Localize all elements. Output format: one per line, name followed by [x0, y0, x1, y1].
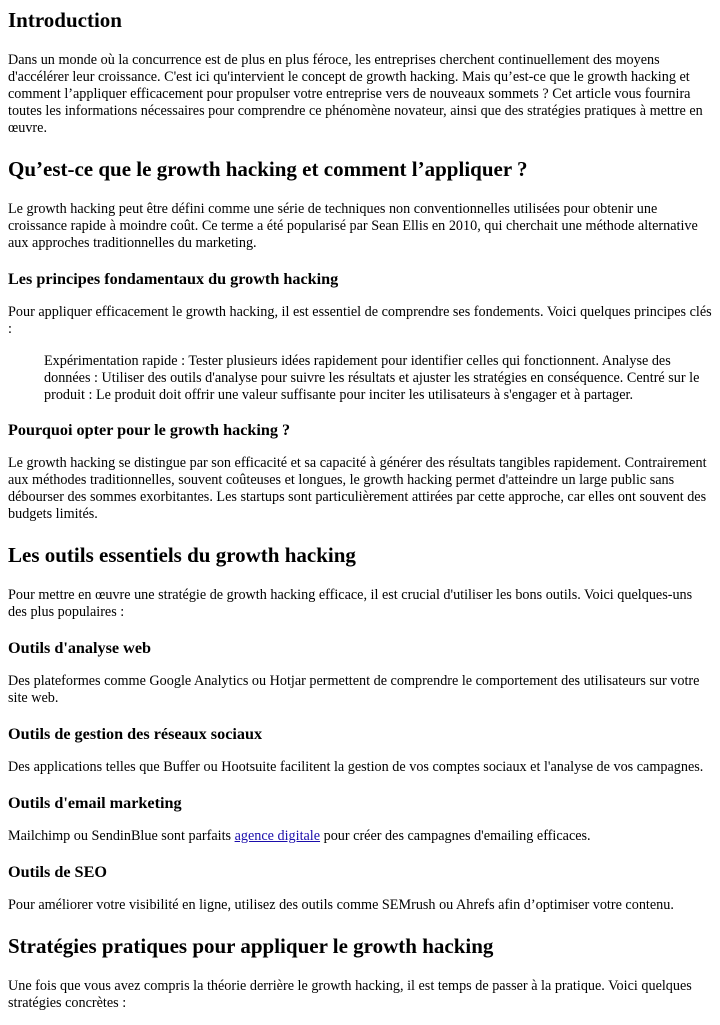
paragraph-introduction: Dans un monde où la concurrence est de plus en plus féroce, les entreprises cherchent continuellement des moyens d'accélérer leur croissance. C'est ici qu'intervient le concept de growth hacking. Mais qu’est-ce que le growth hacking et comment l’appliquer efficacement pour propulser votre entreprise vers de nouveaux sommets ? Cet article vous fournira toutes les informations nécessaires pour comprendre ce phénomène novateur, ainsi que des stratégies pratiques à mettre en œuvre.	[8, 52, 703, 136]
paragraph-practical-strategies: Une fois que vous avez compris la théorie derrière le growth hacking, il est temps de passer à la pratique. Voici quelques stratégies concrètes :	[8, 978, 692, 1011]
paragraph-what-is-growth-hacking: Le growth hacking peut être défini comme une série de techniques non conventionnelles utilisées pour obtenir une croissance rapide à moindre coût. Ce terme a été popularisé par Sean Ellis en 2010, qui cherchait une méthode alternative aux approches traditionnelles du marketing.	[8, 201, 698, 251]
paragraph-why-growth-hacking: Le growth hacking se distingue par son efficacité et sa capacité à générer des résultats tangibles rapidement. Contrairement aux méthodes traditionnelles, souvent coûteuses et longues, le growth hacking permet d'atteindre un large public sans débourser des sommes exorbitantes. Les startups sont particulièrement attirées par cette approche, car elles ont souvent des budgets limités.	[8, 455, 707, 522]
paragraph-seo-tools: Pour améliorer votre visibilité en ligne, utilisez des outils comme SEMrush ou Ahrefs afin d’optimiser votre contenu.	[8, 897, 674, 913]
section-heading-practical-strategies: Stratégies pratiques pour appliquer le growth hacking	[8, 934, 494, 958]
paragraph-web-analytics-tools: Des plateformes comme Google Analytics ou Hotjar permettent de comprendre le comportement des utilisateurs sur votre site web.	[8, 673, 700, 706]
subheading-social-media-tools: Outils de gestion des réseaux sociaux	[8, 725, 263, 743]
agence-digitale-link[interactable]: agence digitale	[234, 828, 321, 844]
subheading-seo-tools: Outils de SEO	[8, 863, 107, 881]
paragraph-social-media-tools: Des applications telles que Buffer ou Hootsuite facilitent la gestion de vos comptes sociaux et l'analyse de vos campagnes.	[8, 759, 704, 775]
subheading-why-growth-hacking: Pourquoi opter pour le growth hacking ?	[8, 421, 291, 439]
paragraph-email-marketing-tools	[8, 828, 714, 845]
subheading-principles: Les principes fondamentaux du growth hacking	[8, 270, 339, 288]
subheading-email-marketing-tools: Outils d'email marketing	[8, 794, 182, 812]
section-heading-what-is-growth-hacking: Qu’est-ce que le growth hacking et comment l’appliquer ?	[8, 157, 528, 181]
paragraph-essential-tools: Pour mettre en œuvre une stratégie de growth hacking efficace, il est crucial d'utiliser les bons outils. Voici quelques-uns des plus populaires :	[8, 587, 693, 620]
document-page	[0, 8, 720, 1025]
section-heading-introduction: Introduction	[8, 8, 122, 32]
paragraph-principles: Pour appliquer efficacement le growth hacking, il est essentiel de comprendre ses fondements. Voici quelques principes clés :	[8, 304, 712, 337]
email-text-after-link: pour créer des campagnes d'emailing efficaces.	[320, 828, 591, 844]
email-text-before-link: Mailchimp ou SendinBlue sont parfaits	[8, 828, 235, 844]
subheading-web-analytics-tools: Outils d'analyse web	[8, 639, 152, 657]
section-heading-essential-tools: Les outils essentiels du growth hacking	[8, 543, 356, 567]
blockquote-principles: Expérimentation rapide : Tester plusieurs idées rapidement pour identifier celles qui fonctionnent. Analyse des données : Utiliser des outils d'analyse pour suivre les résultats et ajuster les stratégies en conséquence. Centré sur le produit : Le produit doit offrir une valeur suffisante pour inciter les utilisateurs à s'engager et à partager.	[44, 353, 700, 403]
